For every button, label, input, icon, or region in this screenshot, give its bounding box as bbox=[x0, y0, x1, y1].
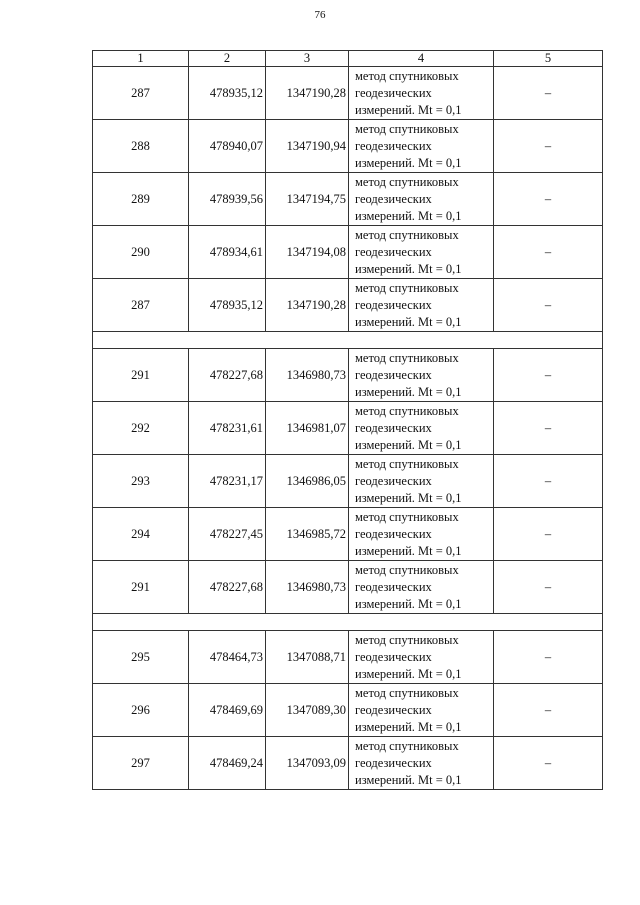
method-cell bbox=[349, 226, 494, 279]
x-coordinate-cell: 478469,24 bbox=[189, 737, 266, 790]
point-number-cell: 292 bbox=[93, 402, 189, 455]
method-text-line: геодезических bbox=[355, 297, 432, 312]
method-cell bbox=[349, 120, 494, 173]
header-col-1: 1 bbox=[93, 51, 189, 67]
method-text-line: измерений. Mt = 0,1 bbox=[355, 596, 462, 611]
method-cell bbox=[349, 508, 494, 561]
point-number-cell: 293 bbox=[93, 455, 189, 508]
method-text-line: геодезических bbox=[355, 85, 432, 100]
x-coordinate-cell: 478940,07 bbox=[189, 120, 266, 173]
y-coordinate-cell: 1347194,75 bbox=[266, 173, 349, 226]
column-5-cell: – bbox=[494, 279, 603, 332]
method-cell bbox=[349, 561, 494, 614]
method-text-line: геодезических bbox=[355, 367, 432, 382]
x-coordinate-cell: 478939,56 bbox=[189, 173, 266, 226]
method-cell bbox=[349, 631, 494, 684]
y-coordinate-cell: 1346986,05 bbox=[266, 455, 349, 508]
header-col-3: 3 bbox=[266, 51, 349, 67]
method-text-line: геодезических bbox=[355, 649, 432, 664]
y-coordinate-cell: 1347088,71 bbox=[266, 631, 349, 684]
method-text-line: измерений. Mt = 0,1 bbox=[355, 543, 462, 558]
method-text-line: геодезических bbox=[355, 420, 432, 435]
y-coordinate-cell: 1347190,28 bbox=[266, 279, 349, 332]
table-row bbox=[93, 508, 603, 561]
method-text-line: метод спутниковых bbox=[355, 350, 459, 365]
table-row bbox=[93, 561, 603, 614]
table-header-row bbox=[93, 51, 603, 67]
method-text-line: измерений. Mt = 0,1 bbox=[355, 155, 462, 170]
table-row bbox=[93, 631, 603, 684]
method-text-line: метод спутниковых bbox=[355, 738, 459, 753]
method-cell bbox=[349, 279, 494, 332]
method-text-line: измерений. Mt = 0,1 bbox=[355, 719, 462, 734]
column-5-cell: – bbox=[494, 349, 603, 402]
point-number-cell: 289 bbox=[93, 173, 189, 226]
method-text-line: метод спутниковых bbox=[355, 509, 459, 524]
y-coordinate-cell: 1346985,72 bbox=[266, 508, 349, 561]
method-text-line: метод спутниковых bbox=[355, 68, 459, 83]
group-separator-cell bbox=[93, 332, 603, 349]
y-coordinate-cell: 1347190,94 bbox=[266, 120, 349, 173]
method-text-line: измерений. Mt = 0,1 bbox=[355, 384, 462, 399]
method-text-line: геодезических bbox=[355, 138, 432, 153]
column-5-cell: – bbox=[494, 508, 603, 561]
table-row bbox=[93, 67, 603, 120]
group-separator-cell bbox=[93, 614, 603, 631]
column-5-cell: – bbox=[494, 67, 603, 120]
column-5-cell: – bbox=[494, 455, 603, 508]
header-col-5: 5 bbox=[494, 51, 603, 67]
method-text-line: измерений. Mt = 0,1 bbox=[355, 102, 462, 117]
table-body bbox=[93, 67, 603, 790]
method-cell bbox=[349, 349, 494, 402]
column-5-cell: – bbox=[494, 631, 603, 684]
method-text-line: измерений. Mt = 0,1 bbox=[355, 261, 462, 276]
method-text-line: геодезических bbox=[355, 579, 432, 594]
y-coordinate-cell: 1347190,28 bbox=[266, 67, 349, 120]
table-row bbox=[93, 455, 603, 508]
point-number-cell: 287 bbox=[93, 67, 189, 120]
method-cell bbox=[349, 737, 494, 790]
column-5-cell: – bbox=[494, 684, 603, 737]
method-cell bbox=[349, 455, 494, 508]
method-cell bbox=[349, 173, 494, 226]
column-5-cell: – bbox=[494, 402, 603, 455]
method-text-line: метод спутниковых bbox=[355, 685, 459, 700]
column-5-cell: – bbox=[494, 737, 603, 790]
method-text-line: метод спутниковых bbox=[355, 403, 459, 418]
method-cell bbox=[349, 67, 494, 120]
table-row bbox=[93, 173, 603, 226]
point-number-cell: 288 bbox=[93, 120, 189, 173]
y-coordinate-cell: 1346980,73 bbox=[266, 561, 349, 614]
page-number: 76 bbox=[314, 9, 326, 21]
method-text-line: измерений. Mt = 0,1 bbox=[355, 208, 462, 223]
method-cell bbox=[349, 684, 494, 737]
y-coordinate-cell: 1346980,73 bbox=[266, 349, 349, 402]
method-text-line: метод спутниковых bbox=[355, 632, 459, 647]
table-row bbox=[93, 684, 603, 737]
method-text-line: метод спутниковых bbox=[355, 227, 459, 242]
x-coordinate-cell: 478934,61 bbox=[189, 226, 266, 279]
group-separator-row bbox=[93, 614, 603, 631]
column-5-cell: – bbox=[494, 173, 603, 226]
x-coordinate-cell: 478231,17 bbox=[189, 455, 266, 508]
method-text-line: измерений. Mt = 0,1 bbox=[355, 490, 462, 505]
y-coordinate-cell: 1346981,07 bbox=[266, 402, 349, 455]
coordinates-table bbox=[92, 50, 603, 790]
x-coordinate-cell: 478464,73 bbox=[189, 631, 266, 684]
x-coordinate-cell: 478227,68 bbox=[189, 349, 266, 402]
point-number-cell: 294 bbox=[93, 508, 189, 561]
method-text-line: геодезических bbox=[355, 526, 432, 541]
method-text-line: метод спутниковых bbox=[355, 456, 459, 471]
x-coordinate-cell: 478231,61 bbox=[189, 402, 266, 455]
header-col-4: 4 bbox=[349, 51, 494, 67]
method-text-line: измерений. Mt = 0,1 bbox=[355, 666, 462, 681]
method-text-line: измерений. Mt = 0,1 bbox=[355, 314, 462, 329]
column-5-cell: – bbox=[494, 120, 603, 173]
method-text-line: метод спутниковых bbox=[355, 174, 459, 189]
method-text-line: геодезических bbox=[355, 244, 432, 259]
method-text-line: измерений. Mt = 0,1 bbox=[355, 772, 462, 787]
point-number-cell: 295 bbox=[93, 631, 189, 684]
header-col-2: 2 bbox=[189, 51, 266, 67]
method-text-line: геодезических bbox=[355, 191, 432, 206]
y-coordinate-cell: 1347194,08 bbox=[266, 226, 349, 279]
method-text-line: геодезических bbox=[355, 702, 432, 717]
x-coordinate-cell: 478469,69 bbox=[189, 684, 266, 737]
x-coordinate-cell: 478227,68 bbox=[189, 561, 266, 614]
point-number-cell: 290 bbox=[93, 226, 189, 279]
table-row bbox=[93, 349, 603, 402]
x-coordinate-cell: 478935,12 bbox=[189, 279, 266, 332]
point-number-cell: 291 bbox=[93, 349, 189, 402]
column-5-cell: – bbox=[494, 561, 603, 614]
column-5-cell: – bbox=[494, 226, 603, 279]
table-row bbox=[93, 737, 603, 790]
point-number-cell: 291 bbox=[93, 561, 189, 614]
method-text-line: метод спутниковых bbox=[355, 121, 459, 136]
point-number-cell: 296 bbox=[93, 684, 189, 737]
group-separator-row bbox=[93, 332, 603, 349]
x-coordinate-cell: 478935,12 bbox=[189, 67, 266, 120]
point-number-cell: 287 bbox=[93, 279, 189, 332]
table-row bbox=[93, 226, 603, 279]
y-coordinate-cell: 1347089,30 bbox=[266, 684, 349, 737]
method-text-line: измерений. Mt = 0,1 bbox=[355, 437, 462, 452]
table-row bbox=[93, 279, 603, 332]
method-text-line: метод спутниковых bbox=[355, 280, 459, 295]
table-row bbox=[93, 402, 603, 455]
table-row bbox=[93, 120, 603, 173]
method-text-line: геодезических bbox=[355, 755, 432, 770]
method-text-line: метод спутниковых bbox=[355, 562, 459, 577]
point-number-cell: 297 bbox=[93, 737, 189, 790]
x-coordinate-cell: 478227,45 bbox=[189, 508, 266, 561]
method-cell bbox=[349, 402, 494, 455]
method-text-line: геодезических bbox=[355, 473, 432, 488]
y-coordinate-cell: 1347093,09 bbox=[266, 737, 349, 790]
